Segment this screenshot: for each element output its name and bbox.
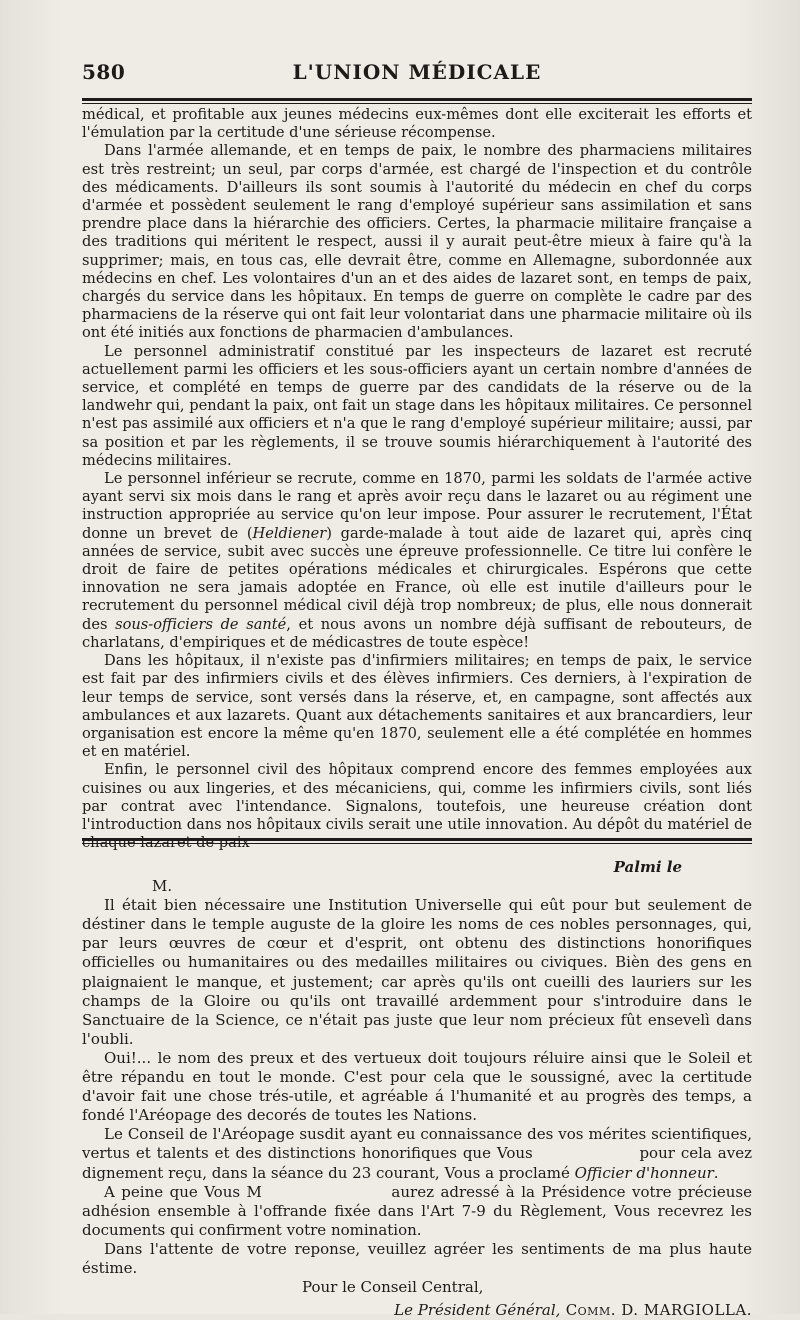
italic-term: Heldiener [252,524,327,542]
paragraph-text: Le personnel inférieur se recrute, comme en 1870, parmi les soldats de l'armée active ayant servi six mois dans le rang et après avoir reçu dans le lazaret ou au régiment une instruction appropriée au service qu'on leur impose. Pour assurer le recrutement, l'État donne un brevet de ( [82,470,752,542]
letter-closing: Pour le Conseil Central, [302,1278,484,1297]
letter-salutation: M. [152,877,173,896]
article-body [82,106,752,852]
letter-paragraph: A peine que Vous M aurez adressé à la Présidence votre précieuse adhésion ensemble à l'offrande fixée dans l'Art 7-9 du Règlement, Vous recevrez les documents qui confirment votre nomination. [82,1182,757,1239]
paragraph: Dans l'armée allemande, et en temps de paix, le nombre des pharmaciens militaires est très restreint; un seul, par corps d'armée, est chargé de l'inspection et du contrôle des médicaments. D'ailleurs ils sont soumis à l'autorité du médecin en chef du corps d'armée et possèdent seulement le rang d'employé supérieur sans assimilation et sans prendre place dans la hiérarchie des officiers. Certes, la pharmacie militaire française a des traditions qui méritent le respect, aussi il y aurait peut-être mieux à faire qu'à la supprimer; mais, en tous cas, elle devrait être, comme en Allemagne, subordonnée aux médecins en chef. Les volontaires d'un an et des aides de lazaret sont, en temps de paix, chargés du service dans les hôpitaux. En temps de guerre on complète le cadre par des pharmaciens de la réserve qui ont fait leur volontariat dans une pharmacie militaire où ils ont été initiés aux fonctions de pharmacien d'ambulances. [82,142,752,342]
paragraph-text: ) garde-malade à tout aide de lazaret qui, après cinq années de service, subit avec succès une épreuve professionnelle. Ce titre lui confère le droit de faire de petites opérations médicales et chirurgicales. Espérons que cette innovation ne sera jamais adoptée en France, où elle est inutile d'ailleurs pour le recrutement du personnel médical civil déjà trop nombreux; de plus, elle nous donnerait des [82,524,752,633]
paragraph: Le personnel administratif constitué par les inspecteurs de lazaret est recruté actuellement parmi les officiers et les sous-officiers ayant un certain nombre d'années de service, et complété en temps de guerre par des candidats de la réserve ou de la landwehr qui, pendant la paix, ont fait un stage dans les hôpitaux militaires. Ce personnel n'est pas assimilé aux officiers et n'a que le rang d'employé supérieur militaire; aussi, par sa position et par les règlements, il se trouve soumis hiérarchiquement à l'autorité des médecins militaires. [82,342,752,469]
letter-signature [82,1301,752,1320]
letter-text: Le Conseil de l'Aréopage susdit ayant eu connaissance des vos mérites scientifiques, vertus et talents et des distinctions honorifiques que Vous pour cela avez dignement reçu, dans la séance du 23 courant, Vous a proclamé [82,1125,757,1182]
section-rule [82,838,752,844]
running-title: L'UNION MÉDICALE [292,60,542,84]
paragraph-text: , et nous avons un nombre déjà suffisant de rebouteurs, de charlatans, d'empiriques et de médicastres de toute espèce! [82,615,752,651]
letter-place: Palmi le [613,858,682,876]
letter-paragraph: Dans l'attente de votre reponse, veuillez agréer les sentiments de ma plus haute éstime. [82,1239,752,1277]
signature-name: Comm. D. MARGIOLLA. [560,1301,752,1320]
letter-paragraph: Oui!... le nom des preux et des vertueux doit toujours réluire ainsi que le Soleil et être répandu en tout le monde. C'est pour cela que le soussigné, avec la certitude d'avoir fait une chose trés-utile, et agréable á l'humanité et au progrès des temps, a fondé l'Aréopage des decorés de toutes les Nations. [82,1048,752,1125]
page-number: 580 [82,60,126,84]
paragraph: Dans les hôpitaux, il n'existe pas d'infirmiers militaires; en temps de paix, le service est fait par des infirmiers civils et des élèves infirmiers. Ces derniers, à l'expiration de leur temps de service, sont versés dans la réserve, et, en campagne, sont affectés aux ambulances et aux lazarets. Quant aux détachements sanitaires et aux brancardiers, leur organisation est encore la même qu'en 1870, seulement elle a été complétée en hommes et en matériel. [82,652,752,761]
letter-paragraph: Il était bien nécessaire une Institution Universelle qui eût pour but seulement de déstiner dans le temple auguste de la gloire les noms de ces nobles personnages, qui, par leurs œuvres de cœur et d'esprit, ont obtenu des distinctions honorifiques officielles ou humanitaires ou des medailles militaires ou civiques. Bièn des gens en plaignaient le manque, et justement; car après qu'ils ont cueilli des lauriers sur les champs de la Gloire ou qu'ils ont travaillé ardemment pour s'introduire dans le Sanctuaire de la Science, ce n'était pas juste que leur nom précieux fût ensevelì dans l'oubli. [82,896,752,1048]
letter-text: . [713,1163,719,1182]
signature-title: Le Président Général, [394,1301,561,1320]
paragraph: médical, et profitable aux jeunes médecins eux-mêmes dont elle exciterait les efforts et l'émulation par la certitude d'une sérieuse récompense. [82,106,752,142]
paragraph [82,470,752,652]
page-header [82,60,752,90]
letter-paragraph [82,1125,757,1182]
header-rule [82,98,752,104]
italic-term: sous-officiers de santé [115,615,287,633]
paragraph: Enfin, le personnel civil des hôpitaux comprend encore des femmes employées aux cuisines ou aux lingeries, et des mécaniciens, qui, comme les infirmiers civils, sont liés par contrat avec l'intendance. Signalons, toutefois, une heureuse création dont l'introduction dans nos hôpitaux civils serait une utile innovation. Au dépôt du matériel de chaque lazaret de paix [82,761,752,852]
honor-title: Officier d'honneur [574,1163,714,1182]
letter [82,858,757,1320]
